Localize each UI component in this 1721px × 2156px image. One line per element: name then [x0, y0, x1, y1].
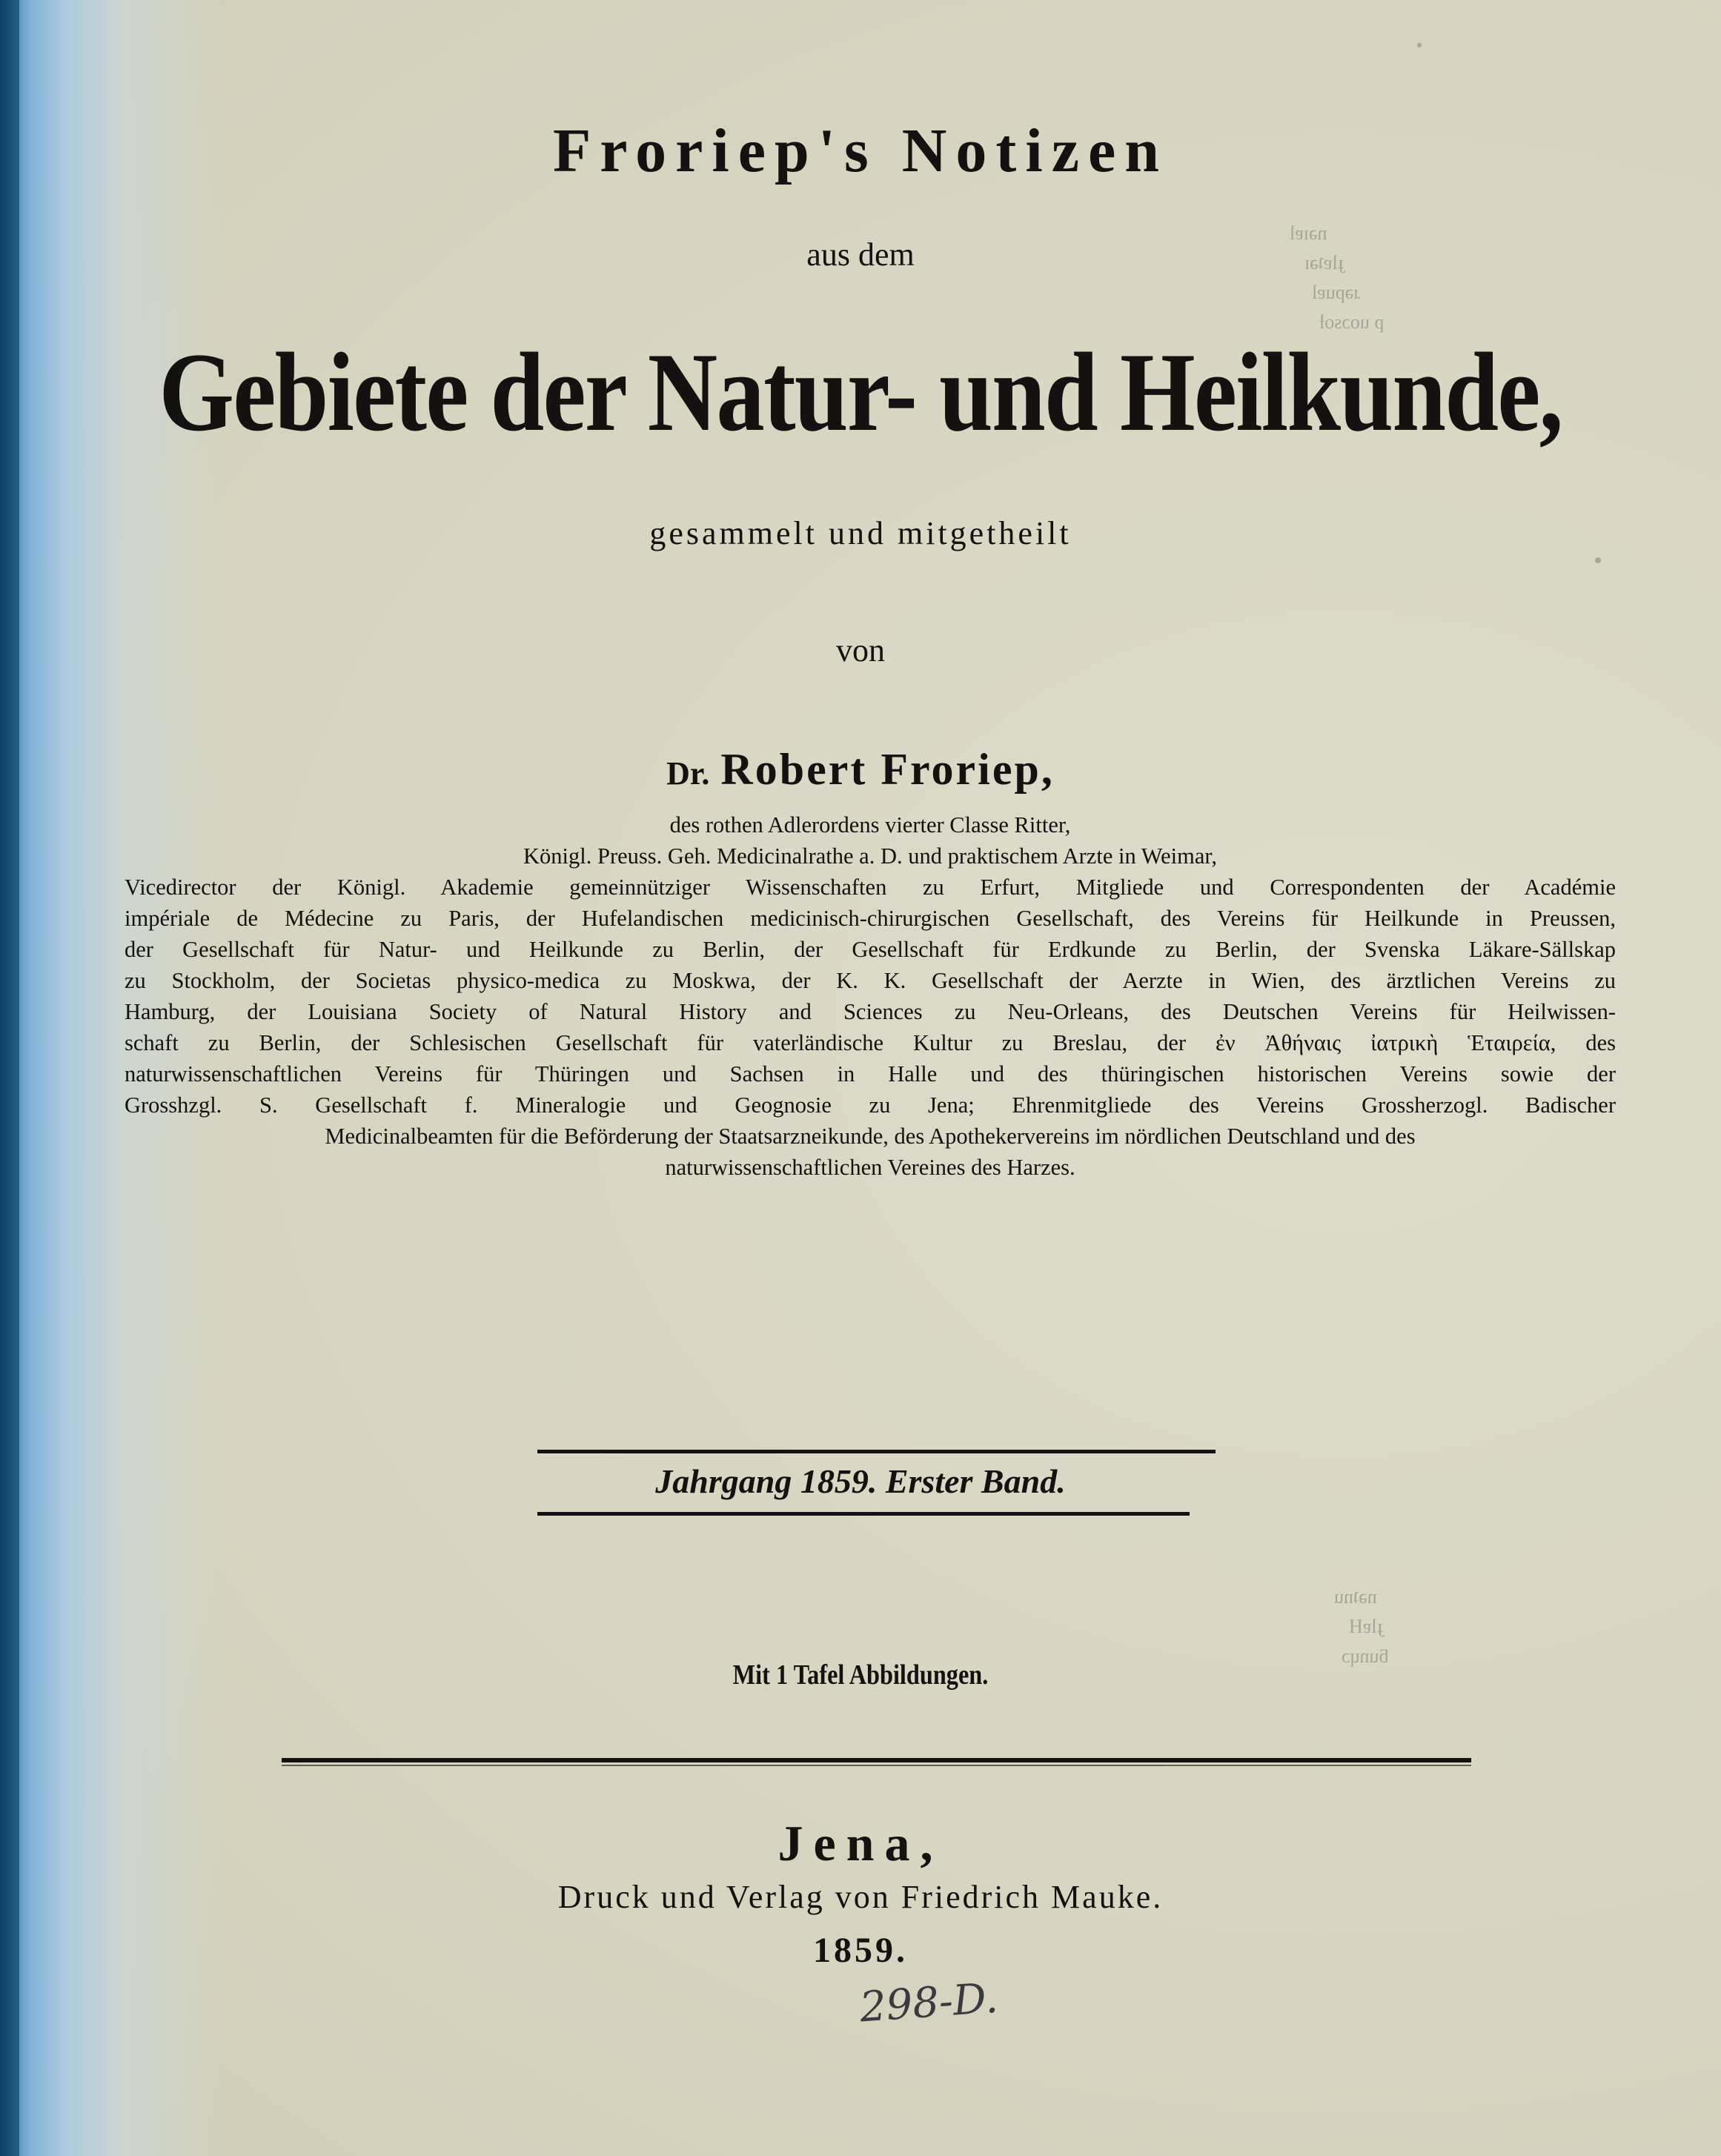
bleed-through-text: ƃunɥɔ: [1342, 1645, 1389, 1667]
bleed-through-text: p uoɔsoƚ: [1319, 311, 1385, 333]
by-line: von: [836, 632, 885, 669]
subtitle: gesammelt und mitgetheilt: [649, 515, 1072, 551]
honour-line: naturwissenschaftlichen Vereins für Thüringen und Sachsen in Halle und des thüringischen historischen Vereins sowie der: [125, 1061, 1616, 1087]
paper-spot: [1417, 43, 1422, 47]
honour-line: impériale de Médecine zu Paris, der Hufelandischen medicinisch-chirurgischen Gesellschaft, des Vereins für Heilkunde in Preussen,: [125, 906, 1616, 931]
preposition: aus dem: [806, 236, 915, 273]
honour-line: Hamburg, der Louisiana Society of Natural History and Sciences zu Neu-Orleans, des Deutschen Vereins für Heilwissen-: [125, 999, 1616, 1024]
bleed-through-text: ɟlɐH: [1349, 1616, 1384, 1637]
honour-line: Medicinalbeamten für die Beförderung der Staatsarzneikunde, des Apothekervereins im nördlichen Deutschland und des: [325, 1124, 1416, 1149]
author-honours: [125, 809, 1616, 1183]
author-name: Robert Froriep,: [720, 745, 1055, 794]
author-prefix: Dr.: [666, 755, 710, 792]
bleed-through-text: ɟlɐʇəɪ: [1304, 252, 1344, 273]
series-title: Froriep's Notizen: [553, 116, 1168, 185]
honour-line: schaft zu Berlin, der Schlesischen Gesellschaft für vaterländische Kultur zu Breslau, der ἐν Ἀθήναις ἰατρικὴ Ἑταιρεία, des: [125, 1030, 1616, 1055]
paper-spot: [1595, 557, 1601, 563]
imprint-publisher: Druck und Verlag von Friedrich Mauke.: [557, 1879, 1164, 1915]
imprint-city: Jena,: [777, 1815, 944, 1871]
volume-statement: Jahrgang 1859. Erster Band.: [655, 1462, 1066, 1500]
imprint-year: 1859.: [813, 1931, 908, 1970]
bleed-through-text: nəʇnu: [1334, 1586, 1377, 1608]
honour-line: zu Stockholm, der Societas physico-medica zu Moskwa, der K. K. Gesellschaft der Aerzte in Wien, des ärztlichen Vereins zu: [125, 968, 1616, 993]
divider-rule-thin: [282, 1765, 1471, 1766]
honour-line: Grosshzgl. S. Gesellschaft f. Mineralogie und Geognosie zu Jena; Ehrenmitgliede des Vereins Grossherzogl. Badischer: [125, 1092, 1616, 1118]
divider-rule: [282, 1758, 1471, 1762]
author: [0, 744, 1721, 795]
divider-rule: [537, 1450, 1216, 1453]
honour-line: naturwissenschaftlichen Vereines des Harzes.: [665, 1155, 1075, 1180]
handwritten-shelfmark: 298-D.: [858, 1974, 1000, 2032]
plates-note: Mit 1 Tafel Abbildungen.: [732, 1659, 989, 1691]
honour-line: Vicedirector der Königl. Akademie gemeinnütziger Wissenschaften zu Erfurt, Mitgliede und Correspondenten der Académie: [125, 875, 1616, 900]
honour-line: des rothen Adlerordens vierter Classe Ritter,: [669, 812, 1071, 837]
bleed-through-text: ɹəpuɐl: [1312, 282, 1360, 303]
bleed-through-text: nəɪɐl: [1290, 222, 1327, 244]
main-title: Gebiete der Natur- und Heilkunde,: [159, 330, 1562, 454]
honour-line: der Gesellschaft für Natur- und Heilkunde zu Berlin, der Gesellschaft für Erdkunde zu Berlin, der Svenska Läkare-Sällskap: [125, 937, 1616, 962]
honour-line: Königl. Preuss. Geh. Medicinalrathe a. D. und praktischem Arzte in Weimar,: [523, 843, 1217, 869]
divider-rule: [537, 1512, 1190, 1516]
